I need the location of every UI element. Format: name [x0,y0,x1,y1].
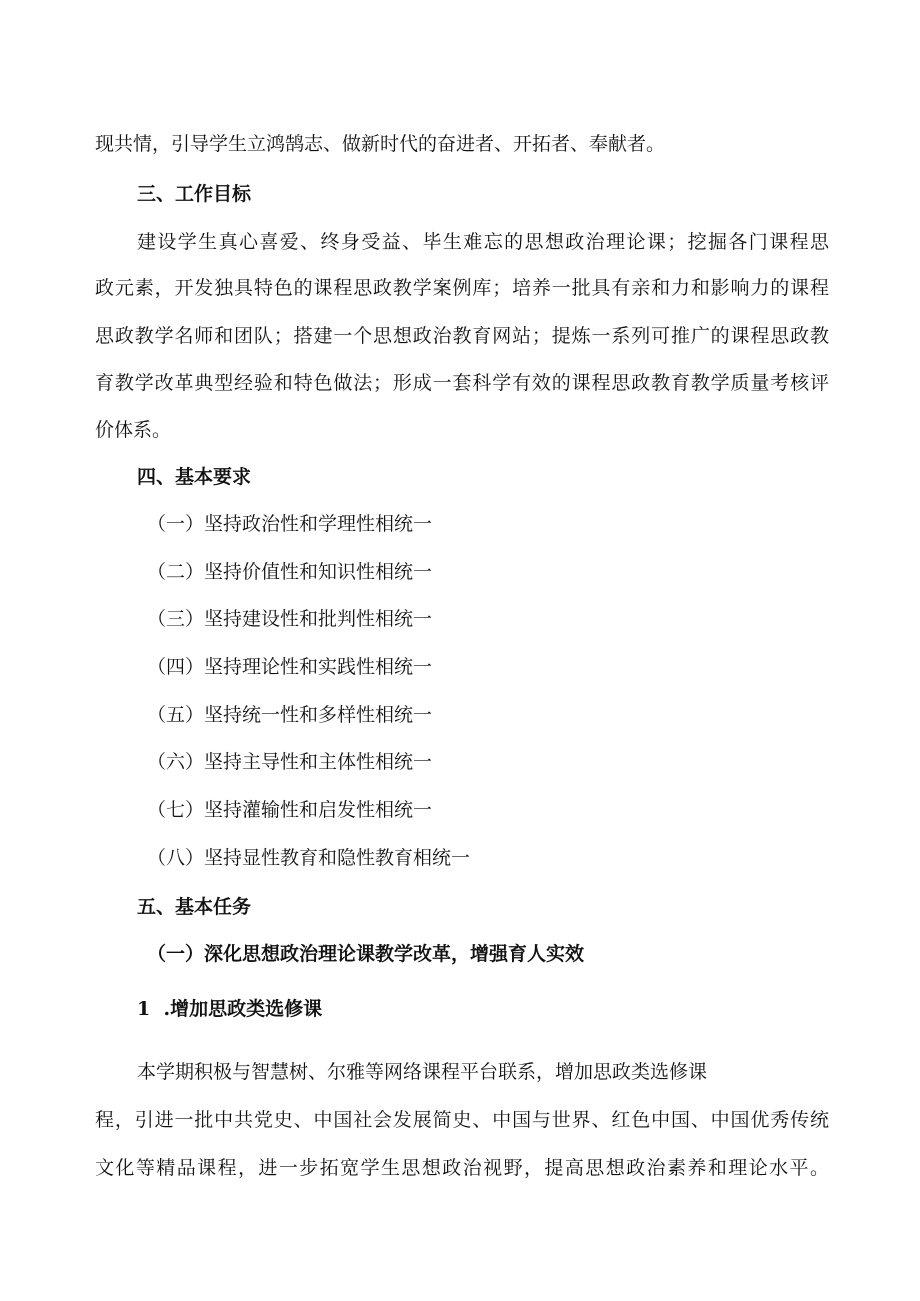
requirement-item: （八）坚持显性教育和隐性教育相统一 [147,847,471,869]
requirement-item: （三）坚持建设性和批判性相统一 [147,608,433,630]
section3-paragraph-line: 政元素，开发独具特色的课程思政教学案例库；培养一批具有亲和力和影响力的课程 [95,277,829,299]
section-heading-5: 五、基本任务 [137,896,252,918]
section-heading-4: 四、基本要求 [137,466,252,488]
section5-paragraph-line: 本学期积极与智慧树、尔雅等网络课程平台联系，增加思政类选修课 [137,1061,708,1083]
requirement-item: （四）坚持理论性和实践性相统一 [147,656,433,678]
section3-paragraph-line: 价体系。 [95,419,172,441]
section3-paragraph-line: 建设学生真心喜爱、终身受益、毕生难忘的思想政治理论课；挖掘各门课程思 [137,231,829,253]
section3-paragraph-line: 思政教学名师和团队；搭建一个思想政治教育网站；提炼一系列可推广的课程思政教 [95,325,829,347]
subsection-heading: （一）深化思想政治理论课教学改革，增强育人实效 [147,943,585,965]
requirement-item: （七）坚持灌输性和启发性相统一 [147,799,433,821]
requirement-item: （五）坚持统一性和多样性相统一 [147,704,433,726]
requirement-item: （一）坚持政治性和学理性相统一 [147,513,433,535]
requirement-item: （二）坚持价值性和知识性相统一 [147,561,433,583]
section-heading-3: 三、工作目标 [137,183,252,205]
requirement-item: （六）坚持主导性和主体性相统一 [147,751,433,773]
section5-paragraph-line: 程，引进一批中共党史、中国社会发展简史、中国与世界、红色中国、中国优秀传统 [95,1109,829,1131]
section3-paragraph-line: 育教学改革典型经验和特色做法；形成一套科学有效的课程思政教育教学质量考核评 [95,372,829,394]
section5-paragraph-line: 文化等精品课程，进一步拓宽学生思想政治视野，提高思想政治素养和理论水平。 [95,1157,829,1179]
intro-line: 现共情，引导学生立鸿鹄志、做新时代的奋进者、开拓者、奉献者。 [95,133,666,155]
item-title: 1 .增加思政类选修课 [137,998,323,1020]
